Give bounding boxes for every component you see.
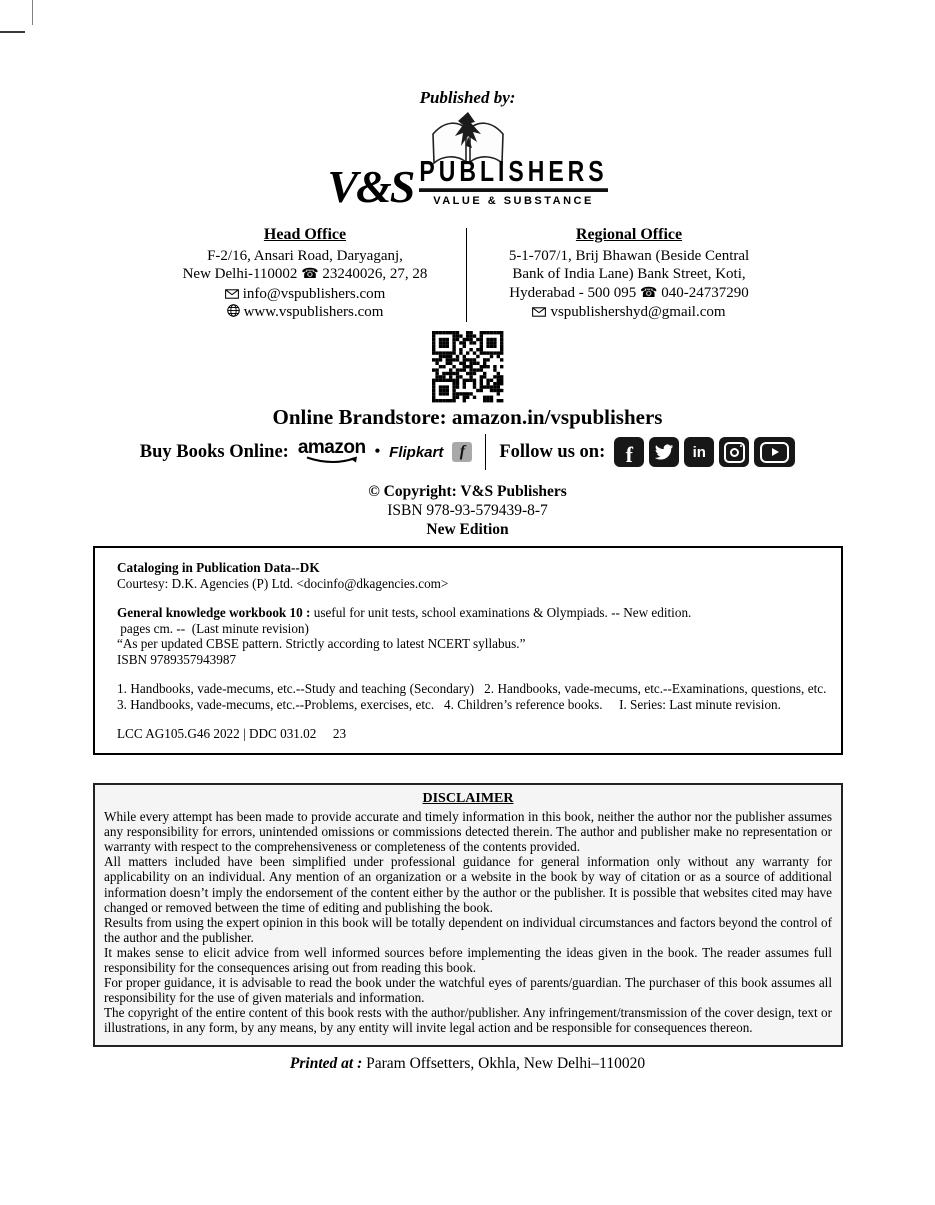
isbn-line: ISBN 978-93-579439-8-7 bbox=[387, 502, 548, 519]
head-office-title: Head Office bbox=[263, 226, 347, 243]
office-divider bbox=[466, 228, 467, 322]
mail-icon bbox=[225, 289, 239, 299]
cataloging-lcc: LCC AG105.G46 2022 | DDC 031.02 23 bbox=[117, 726, 347, 741]
twitter-icon bbox=[649, 437, 679, 467]
publisher-logo bbox=[0, 108, 935, 212]
qr-code bbox=[430, 329, 506, 405]
amazon-logo: amazon bbox=[298, 440, 366, 465]
follow-us-label: Follow us on: bbox=[499, 441, 606, 462]
buy-books-label: Buy Books Online: bbox=[139, 441, 289, 462]
disclaimer-paragraph: The copyright of the entire content of this book rests with the author/publisher. Any infringement/transmission of the cover design, text or illustrations, in any form, by any means, by any entity will invite legal action and be responsible for consequences thereon. bbox=[104, 1005, 832, 1036]
flipkart-logo: Flipkart bbox=[389, 443, 444, 461]
phone-icon: ☎ bbox=[640, 285, 658, 301]
brand-publishers: PUBLISHERS bbox=[419, 157, 607, 192]
phone-icon: ☎ bbox=[301, 267, 319, 282]
disclaimer-box bbox=[93, 783, 843, 1047]
printed-at-value: Param Offsetters, Okhla, New Delhi–110020 bbox=[362, 1055, 646, 1072]
copyright-line: © Copyright: V&S Publishers bbox=[368, 483, 567, 500]
head-office-address-line1: F-2/16, Ansari Road, Daryaganj, bbox=[207, 247, 403, 264]
instagram-icon bbox=[719, 437, 749, 467]
disclaimer-paragraph: While every attempt has been made to provide accurate and timely information in this book, neither the author nor the publisher assumes any responsibility for errors, unintended omissions or commissions detected therein. The author and publisher make no representation or warranty with respect to the comprehensiveness or completeness of the contents provided. bbox=[104, 809, 832, 855]
offices-section bbox=[0, 226, 935, 322]
brandstore-line: Online Brandstore: amazon.in/vspublishers bbox=[272, 405, 663, 429]
separator-bullet: • bbox=[374, 443, 381, 460]
printed-at-label: Printed at : bbox=[289, 1055, 363, 1072]
regional-office-email: vspublishershyd@gmail.com bbox=[473, 303, 785, 322]
row-divider bbox=[485, 434, 486, 470]
regional-office-address-line3: Hyderabad - 500 095 ☎ 040-24737290 bbox=[509, 284, 749, 301]
disclaimer-paragraph: All matters included have been simplified under professional guidance for general information only without any warranty for applicability on an individual. Any mention of an organization or a website in the book by way of citation or as a source of additional information doesn’t imply the endorsement of the content either by the author or the publisher. It is possible that websites cited may have changed or removed between the time of editing and publishing the book. bbox=[104, 854, 832, 915]
cataloging-book-line: General knowledge workbook 10 : useful for unit tests, school examinations & Olympiads. -- New edition. bbox=[117, 605, 692, 620]
head-office-website: www.vspublishers.com bbox=[150, 303, 460, 322]
head-office-address-line2: New Delhi-110002 ☎ 23240026, 27, 28 bbox=[182, 266, 428, 282]
qr-code-wrap bbox=[0, 329, 935, 410]
disclaimer-title: DISCLAIMER bbox=[422, 791, 514, 806]
youtube-icon bbox=[754, 437, 795, 467]
globe-icon bbox=[227, 304, 240, 317]
cataloging-pages-line: pages cm. -- (Last minute revision) bbox=[117, 620, 309, 636]
head-office-block bbox=[150, 226, 460, 322]
disclaimer-paragraph: For proper guidance, it is advisable to read the book under the watchful eyes of parents/guardian. The purchaser of this book assumes all responsibility for the use of given materials and information. bbox=[104, 975, 832, 1006]
disclaimer-paragraph: It makes sense to elicit advice from well informed sources before implementing the ideas given in the book. The reader assumes full responsibility for the consequences arising out from reading this book. bbox=[104, 944, 832, 976]
facebook-icon: f bbox=[614, 437, 644, 467]
head-office-email: info@vspublishers.com bbox=[150, 285, 460, 304]
cataloging-subjects: 1. Handbooks, vade-mecums, etc.--Study and teaching (Secondary) 2. Handbooks, vade-mecums, etc.--Examinations, questions, etc. 3. Handbooks, vade-mecums, etc.--Problems, exercises, etc. 4. Children’s reference books. I. Series: Last minute revision. bbox=[117, 681, 833, 712]
published-by-label: Published by: bbox=[419, 88, 516, 107]
regional-office-title: Regional Office bbox=[575, 226, 683, 243]
amazon-smile-icon bbox=[305, 456, 359, 465]
cataloging-box bbox=[93, 546, 843, 755]
flipkart-bag-icon: f bbox=[452, 442, 472, 462]
linkedin-icon: in bbox=[684, 437, 714, 467]
cataloging-courtesy: Courtesy: D.K. Agencies (P) Ltd. <docinfo@dkagencies.com> bbox=[117, 575, 449, 591]
cataloging-isbn: ISBN 9789357943987 bbox=[117, 651, 237, 667]
regional-office-block bbox=[473, 226, 785, 322]
mail-icon bbox=[532, 307, 546, 317]
cataloging-cbse-line: “As per updated CBSE pattern. Strictly according to latest NCERT syllabus.” bbox=[117, 636, 526, 651]
printed-at-line bbox=[0, 1055, 935, 1073]
cataloging-title: Cataloging in Publication Data--DK bbox=[117, 560, 320, 575]
disclaimer-paragraph: Results from using the expert opinion in this book will be totally dependent on individual circumstances and factors beyond the control of the author and the publisher. bbox=[104, 914, 832, 945]
brand-tagline: VALUE & SUBSTANCE bbox=[433, 195, 594, 207]
edition-line: New Edition bbox=[426, 521, 509, 538]
crop-mark-horizontal bbox=[0, 31, 25, 33]
regional-office-address-line2: Bank of India Lane) Bank Street, Koti, bbox=[512, 266, 746, 282]
buy-follow-row bbox=[0, 434, 935, 470]
copyright-block bbox=[0, 482, 935, 539]
brand-vs: V&S bbox=[327, 161, 414, 212]
regional-office-address-line1: 5-1-707/1, Brij Bhawan (Beside Central bbox=[508, 247, 750, 264]
crop-mark-vertical bbox=[32, 0, 33, 25]
social-icons bbox=[614, 437, 795, 467]
